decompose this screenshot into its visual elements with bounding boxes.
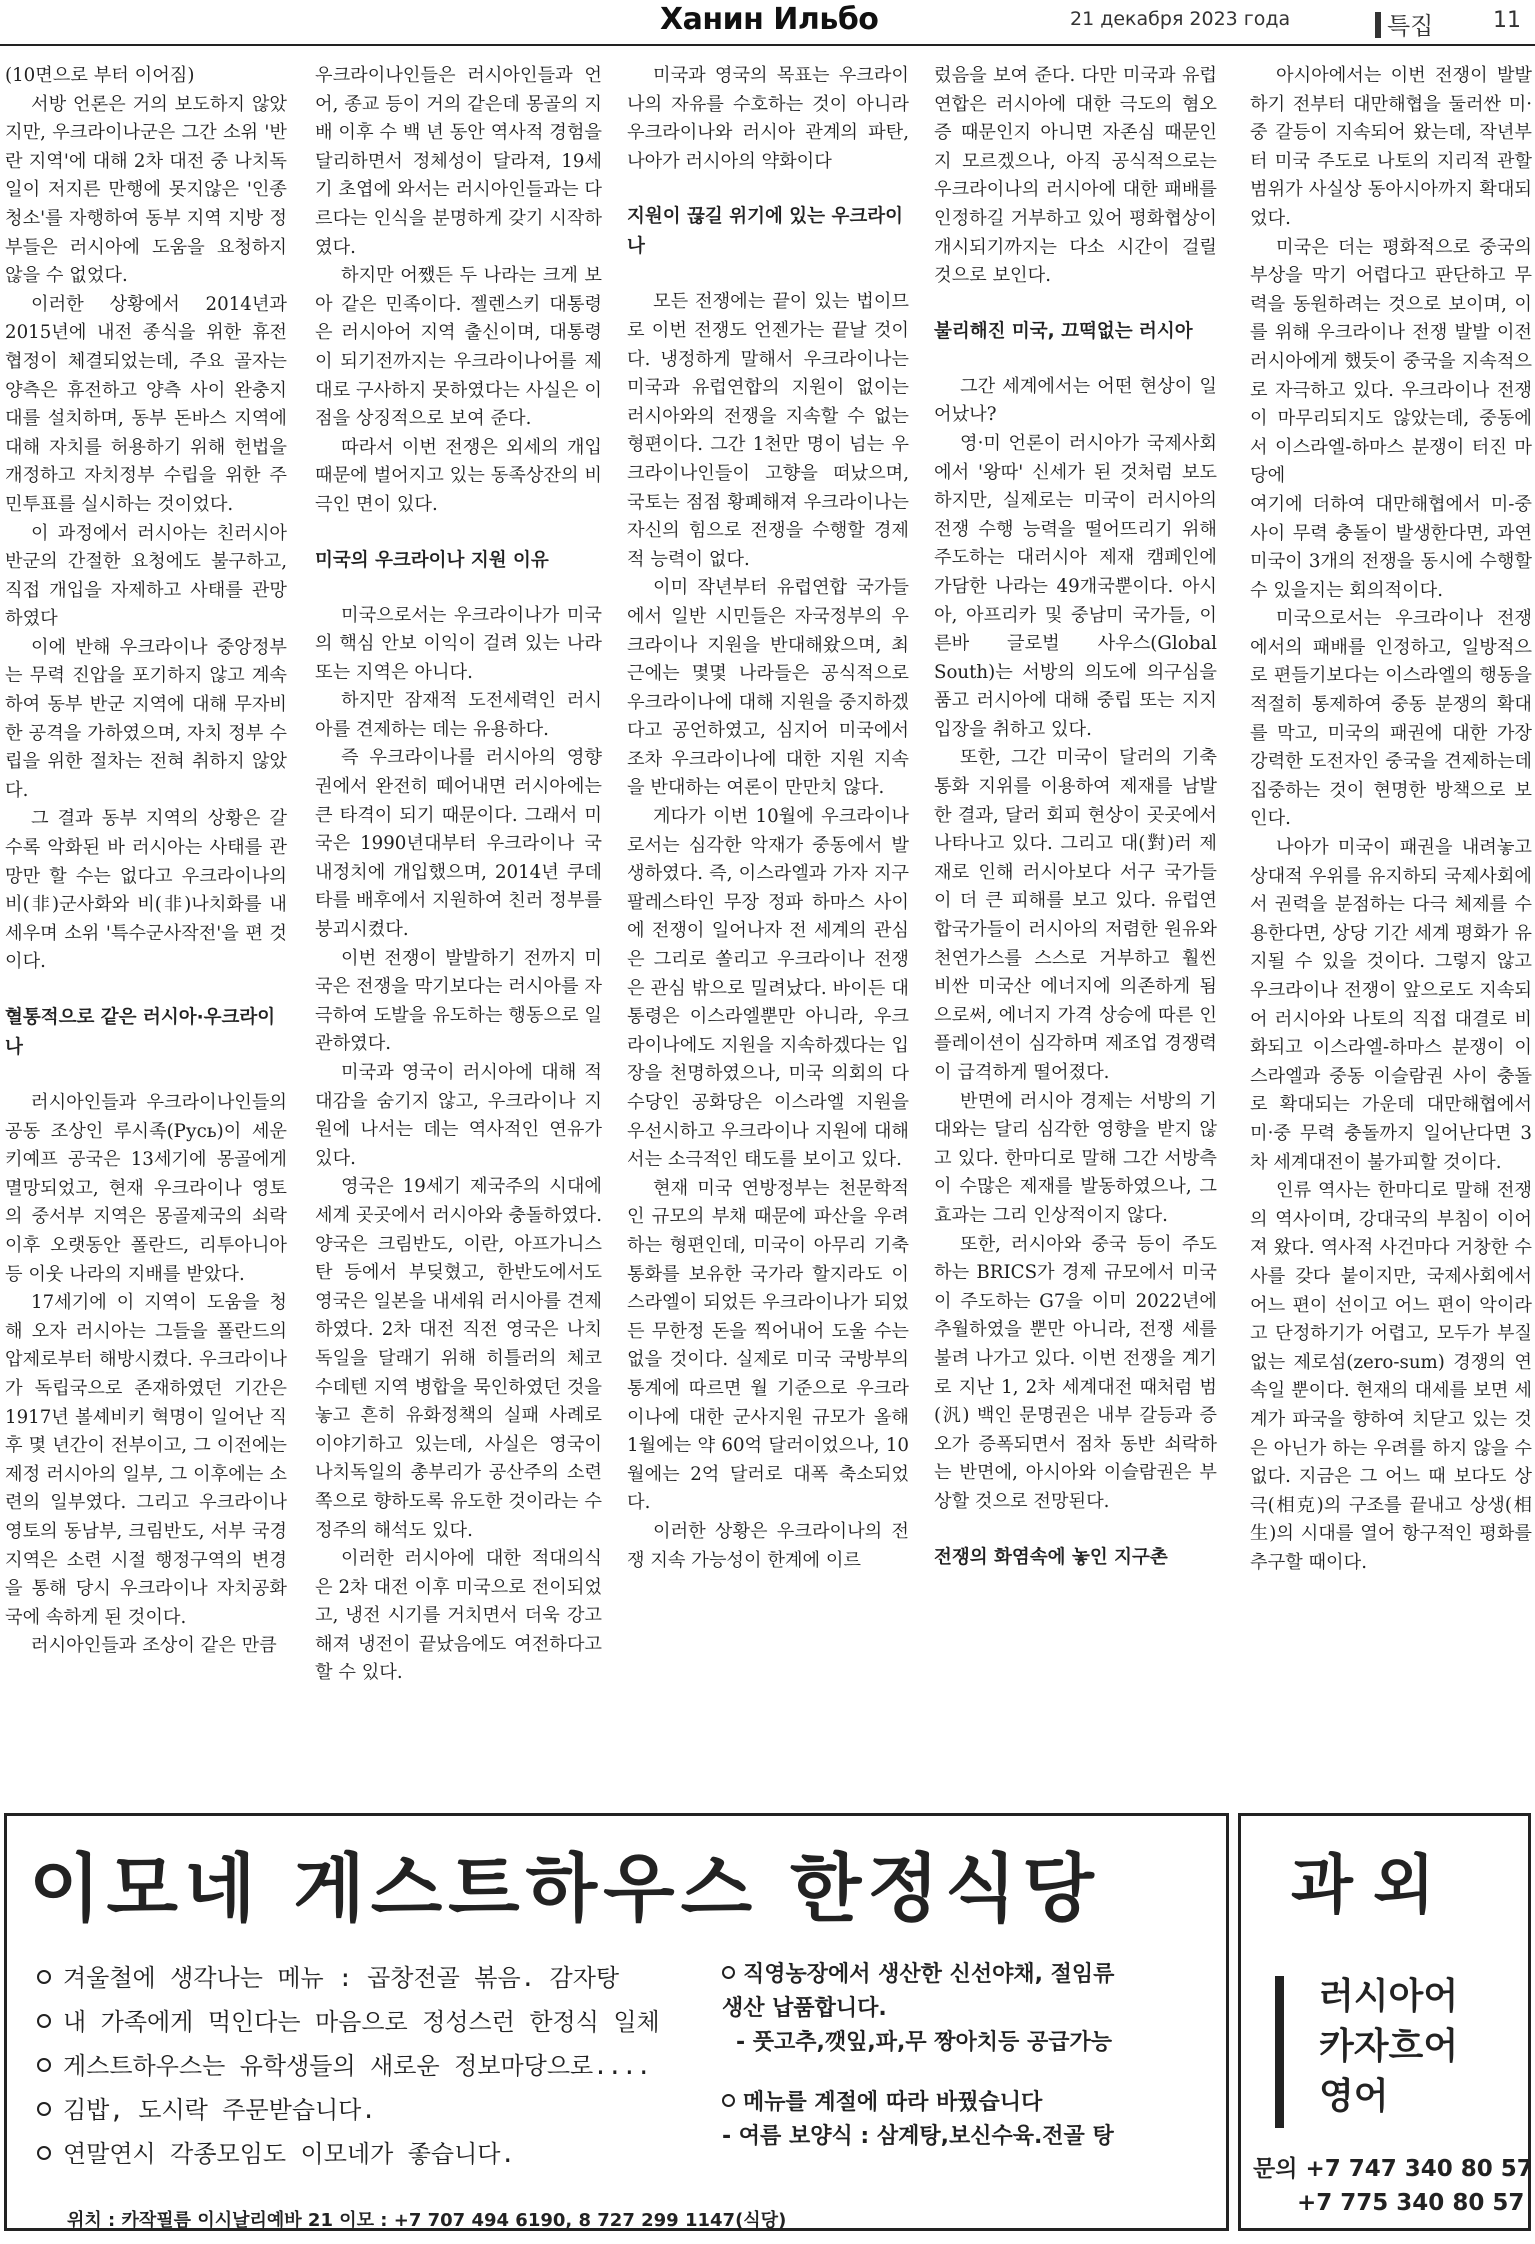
issue-date: 21 декабря 2023 года bbox=[1070, 8, 1291, 30]
ad-title: 이모네 게스트하우스 한정식당 bbox=[29, 1846, 1100, 1932]
paragraph: 러시아인들과 우크라이나인들의 공동 조상인 루시족(Русь)이 세운 키예프 공국은 13세기에 몽골에게 멸망되었고, 현재 우크라이나 영토의 중서부 지역은 몽골제국의 쇠락 이후 오랫동안 폴란드, 리투아니아 등 이웃 나라의 지배를 받았다. bbox=[5, 1092, 287, 1285]
subject-item: 영어 bbox=[1319, 2076, 1389, 2117]
paragraph: 미국으로서는 우크라이나 전쟁에서의 패배를 인정하고, 일방적으로 편들기보다는 이스라엘의 행동을 적절히 통제하여 중동 분쟁의 확대를 막고, 미국의 패권에 대한 가장 강력한 도전자인 중국을 견제하는데 집중하는 것이 현명한 방책으로 보인다. bbox=[1250, 608, 1532, 830]
section-bar bbox=[1375, 12, 1381, 38]
circle-bullet-icon bbox=[37, 2102, 51, 2116]
paragraph: 인류 역사는 한마디로 말해 전쟁의 역사이며, 강대국의 부침이 이어져 왔다. 역사적 사건마다 거창한 수사를 갖다 붙이지만, 국제사회에서 어느 편이 선이고 어느 편이 악이라고 단정하기가 어렵고, 모두가 부질없는 제로섬(zero-sum) 경쟁의 연속일 뿐이다. 현재의 대세를 보면 세계가 파국을 향하여 치닫고 있는 것은 아닌가 하는 우려를 하지 않을 수 없다. 지금은 그 어느 때 보다도 상극(相克)의 구조를 끝내고 상생(相生)의 시대를 열어 항구적인 평화를 추구할 때이다. bbox=[1250, 1180, 1532, 1573]
tutoring-contact: 문의 +7 747 340 80 57 +7 775 340 80 57 bbox=[1253, 2156, 1533, 2216]
article-column-5 bbox=[1250, 62, 1532, 1577]
paragraph: 이러한 상황에서 2014년과 2015년에 내전 종식을 위한 휴전 협정이 체결되었는데, 주요 골자는 양측은 휴전하고 양측 사이 완충지대를 설치하며, 동부 돈바스 지역에 대해 자치를 허용하기 위해 헌법을 개정하고 자치정부 수립을 위한 주민투표를 실시하는 것이었다. bbox=[5, 293, 287, 515]
subheading: 지원이 끊길 위기에 있는 우크라이나 bbox=[627, 206, 903, 258]
paragraph: 렀음을 보여 준다. 다만 미국과 유럽연합은 러시아에 대한 극도의 혐오증 때문인지 아니면 자존심 때문인지 모르겠으나, 아직 공식적으로는 우크라이나의 러시아에 대한 패배를 인정하길 거부하고 있어 평화협상이 개시되기까지는 다소 시간이 걸릴 것으로 보인다. bbox=[934, 65, 1217, 287]
article-column-3 bbox=[627, 62, 909, 1575]
paragraph: 아시아에서는 이번 전쟁이 발발하기 전부터 대만해협을 둘러싼 미·중 갈등이 지속되어 왔는데, 작년부터 미국 주도로 나토의 지리적 관할 범위가 사실상 동아시아까지 확대되었다. bbox=[1250, 65, 1532, 229]
circle-bullet-icon bbox=[37, 2146, 51, 2160]
subject-item: 카자흐어 bbox=[1319, 2026, 1459, 2067]
article-column-2 bbox=[315, 62, 602, 1688]
article-column-1 bbox=[5, 62, 287, 1661]
ad-list-item: 연말연시 각종모임도 이모네가 좋습니다. bbox=[37, 2132, 707, 2176]
paragraph: 영국은 19세기 제국주의 시대에 세계 곳곳에서 러시아와 충돌하였다. 양국은 크림반도, 이란, 아프가니스탄 등에서 부딪혔고, 한반도에서도 영국은 일본을 내세워 러시아를 견제하였다. 2차 대전 직전 영국은 나치독일을 달래기 위해 히틀러의 체코 수데텐 지역 병합을 묵인하였던 것을 놓고 흔히 유화정책의 실패 사례로 이야기하고 있는데, 사실은 영국이 나치독일의 총부리가 공산주의 소련 쪽으로 향하도록 유도한 것이라는 수정주의 해석도 있다. bbox=[315, 1176, 602, 1541]
subheading: 전쟁의 화염속에 놓인 지구촌 bbox=[934, 1546, 1168, 1568]
section-label bbox=[1375, 6, 1433, 41]
ad-list-item: 게스트하우스는 유학생들의 새로운 정보마당으로.... bbox=[37, 2044, 707, 2088]
paragraph: 미국으로서는 우크라이나가 미국의 핵심 안보 이익이 걸려 있는 나라 또는 지역은 아니다. bbox=[315, 604, 602, 683]
paragraph: 미국과 영국이 러시아에 대해 적대감을 숨기지 않고, 우크라이나 지원에 나서는 데는 역사적인 연유가 있다. bbox=[315, 1062, 602, 1169]
article-column-4 bbox=[934, 62, 1217, 1599]
ad-footer-contact: 위치 : 카작필름 이시날리예바 21 이모 : +7 707 494 6190, 8 727 299 1147(식당) bbox=[67, 2210, 787, 2231]
accent-bar bbox=[1275, 1976, 1284, 2128]
section-name: 특집 bbox=[1387, 12, 1434, 40]
ad-left-list bbox=[37, 1956, 707, 2176]
ad-right-group-1: 직영농장에서 생산한 신선야채, 절임류 생산 납품합니다. - 풋고추,깻잎,파,무 짱아치등 공급가능 bbox=[722, 1962, 1115, 2055]
subject-item: 러시아어 bbox=[1319, 1976, 1459, 2017]
paragraph: 하지만 어쨌든 두 나라는 크게 보아 같은 민족이다. 젤렌스키 대통령은 러시아어 지역 출신이며, 대통령이 되기전까지는 우크라이나어를 제대로 구사하지 못하였다는 사실은 이 점을 상징적으로 보여 준다. bbox=[315, 265, 602, 430]
paragraph: 이번 전쟁이 발발하기 전까지 미국은 전쟁을 막기보다는 러시아를 자극하여 도발을 유도하는 행동으로 일관하였다. bbox=[315, 947, 602, 1055]
circle-bullet-icon bbox=[37, 2014, 51, 2028]
ad-list-item: 내 가족에게 먹인다는 마음으로 정성스런 한정식 일체 bbox=[37, 2000, 707, 2044]
paragraph: 반면에 러시아 경제는 서방의 기대와는 달리 심각한 영향을 받지 않고 있다. 한마디로 말해 그간 서방측이 수많은 제재를 발동하였으나, 그 효과는 그리 인상적이지 않다. bbox=[934, 1090, 1217, 1226]
subheading: 혈통적으로 같은 러시아·우크라이나 bbox=[5, 1007, 276, 1058]
paragraph: 그간 세계에서는 어떤 현상이 일어났나? bbox=[934, 375, 1217, 426]
paragraph: 이미 작년부터 유럽연합 국가들에서 일반 시민들은 자국정부의 우크라이나 지원을 반대해왔으며, 최근에는 몇몇 나라들은 공식적으로 우크라이나에 대해 지원을 중지하겠다고 공언하였고, 심지어 미국에서조차 우크라이나에 대한 지원 지속을 반대하는 여론이 만만치 않다. bbox=[627, 577, 909, 799]
paragraph: 또한, 러시아와 중국 등이 주도하는 BRICS가 경제 규모에서 미국이 주도하는 G7을 이미 2022년에 추월하였을 뿐만 아니라, 전쟁 세를 불려 나가고 있다. 이번 전쟁을 계기로 지난 1, 2차 세계대전 때처럼 범(汎) 백인 문명권은 내부 갈등과 증오가 증폭되면서 점차 동반 쇠락하는 반면에, 아시아와 이슬람권은 부상할 것으로 전망된다. bbox=[934, 1233, 1217, 1512]
tutoring-ad bbox=[1238, 1813, 1531, 2231]
ad-right-block bbox=[722, 1958, 1222, 2154]
paragraph: 모든 전쟁에는 끝이 있는 법이므로 이번 전쟁도 언젠가는 끝날 것이다. 냉정하게 말해서 우크라이나는 미국과 유럽연합의 지원이 없이는 러시아와의 전쟁을 지속할 수 없는 형편이다. 그간 1천만 명이 넘는 우크라이나인들이 고향을 떠났으며, 국토는 점점 황폐해져 우크라이나는 자신의 힘으로 전쟁을 수행할 경제적 능력이 없다. bbox=[627, 291, 909, 570]
ad-list-item: 김밥, 도시락 주문받습니다. bbox=[37, 2088, 707, 2132]
paragraph: 미국은 더는 평화적으로 중국의 부상을 막기 어렵다고 판단하고 무력을 동원하려는 것으로 보이며, 이를 위해 우크라이나 전쟁 발발 이전 러시아에게 했듯이 중국을 지속적으로 자극하고 있다. 우크라이나 전쟁이 마무리되지도 않았는데, 중동에서 이스라엘-하마스 분쟁이 터진 마당에 bbox=[1250, 236, 1532, 487]
paragraph: 러시아인들과 조상이 같은 만큼 bbox=[31, 1635, 277, 1657]
ad-right-group-2: 메뉴를 계절에 따라 바꿨습니다 - 여름 보양식 : 삼계탕,보신수육.전골 탕 bbox=[722, 2090, 1114, 2149]
subheading: 미국의 우크라이나 지원 이유 bbox=[315, 549, 549, 571]
paragraph: 17세기에 이 지역이 도움을 청해 오자 러시아는 그들을 폴란드의 압제로부터 해방시켰다. 우크라이나가 독립국으로 존재하였던 기간은 1917년 볼셰비키 혁명이 일어난 직후 몇 년간이 전부이고, 그 이전에는 제정 러시아의 일부, 그 이후에는 소련의 일부였다. 그리고 우크라이나 영토의 동남부, 크림반도, 서부 국경 지역은 소련 시절 행정구역의 변경을 통해 당시 우크라이나 자치공화국에 속하게 된 것이다. bbox=[5, 1292, 287, 1628]
paragraph: 따라서 이번 전쟁은 외세의 개입 때문에 벌어지고 있는 동족상잔의 비극인 면이 있다. bbox=[315, 436, 602, 515]
paragraph: 이 과정에서 러시아는 친러시아 반군의 간절한 요청에도 불구하고, 직접 개입을 자제하고 사태를 관망하였다 bbox=[5, 522, 287, 630]
ad-list-item: 겨울철에 생각나는 메뉴 : 곱창전골 볶음. 감자탕 bbox=[37, 1956, 707, 2000]
restaurant-ad bbox=[4, 1813, 1229, 2231]
paragraph: 이러한 러시아에 대한 적대의식은 2차 대전 이후 미국으로 전이되었고, 냉전 시기를 거치면서 더욱 강고해져 냉전이 끝났음에도 여전하다고 할 수 있다. bbox=[315, 1548, 602, 1684]
paragraph: 서방 언론은 거의 보도하지 않았지만, 우크라이나군은 그간 소위 '반란 지역'에 대해 2차 대전 중 나치독일이 저지른 만행에 못지않은 '인종청소'를 자행하여 동부 지역 지방 정부들은 러시아에 도움을 요청하지 않을 수 없었다. bbox=[5, 93, 287, 287]
continued-note: (10면으로 부터 이어짐) bbox=[5, 65, 195, 86]
paragraph: 현재 미국 연방정부는 천문학적인 규모의 부채 때문에 파산을 우려하는 형편인데, 미국이 아무리 기축통화를 보유한 국가라 할지라도 이스라엘이 되었든 우크라이나가 되었든 무한정 돈을 찍어내어 도울 수는 없을 것이다. 실제로 미국 국방부의 통계에 따르면 월 기준으로 우크라이나에 대한 군사지원 규모가 올해 1월에는 약 60억 달러이었으나, 10월에는 2억 달러로 대폭 축소되었다. bbox=[627, 1177, 909, 1514]
paragraph: 이러한 상황은 우크라이나의 전쟁 지속 가능성이 한계에 이르 bbox=[627, 1520, 909, 1571]
paragraph: 나아가 미국이 패권을 내려놓고 상대적 우위를 유지하되 국제사회에서 권력을 분점하는 다극 체제를 수용한다면, 상당 기간 세계 평화가 유지될 수 있을 것이다. 그렇지 않고 우크라이나 전쟁이 앞으로도 지속되어 러시아와 나토의 직접 대결로 비화되고 이스라엘-하마스 분쟁이 이스라엘과 중동 이슬람권 사이 충돌로 확대되는 가운데 대만해협에서 미·중 무력 충돌까지 일어난다면 3차 세계대전이 불가피할 것이다. bbox=[1250, 837, 1532, 1173]
paragraph: 게다가 이번 10월에 우크라이나로서는 심각한 악재가 중동에서 발생하였다. 즉, 이스라엘과 가자 지구 팔레스타인 무장 정파 하마스 사이에 전쟁이 일어나자 전 세계의 관심은 그리로 쏠리고 우크라이나 전쟁은 관심 밖으로 밀려났다. 바이든 대통령은 이스라엘뿐만 아니라, 우크라이나에도 지원을 지속하겠다는 입장을 천명하였으나, 미국 의회의 다수당인 공화당은 이스라엘 지원을 우선시하고 우크라이나 지원에 대해서는 소극적인 태도를 보이고 있다. bbox=[627, 806, 909, 1171]
circle-bullet-icon bbox=[37, 2058, 51, 2072]
circle-bullet-icon bbox=[722, 2094, 735, 2107]
masthead: Ханин Ильбо bbox=[660, 2, 879, 37]
paragraph: 즉 우크라이나를 러시아의 영향권에서 완전히 떼어내면 러시아에는 큰 타격이 되기 때문이다. 그래서 미국은 1990년대부터 우크라이나 국내정치에 개입했으며, 2014년 쿠데타를 배후에서 지원하여 친러 정부를 붕괴시켰다. bbox=[315, 747, 602, 941]
page-number: 11 bbox=[1493, 8, 1521, 33]
header-rule bbox=[0, 44, 1535, 46]
page-header bbox=[0, 0, 1535, 52]
paragraph: 또한, 그간 미국이 달러의 기축통화 지위를 이용하여 제재를 남발한 결과, 달러 회피 현상이 곳곳에서 나타나고 있다. 그리고 대(對)러 제재로 인해 러시아보다 서구 국가들이 더 큰 피해를 보고 있다. 유럽연합국가들이 러시아의 저렴한 원유와 천연가스를 스스로 거부하고 훨씬 비싼 미국산 에너지에 의존하게 됨으로써, 에너지 가격 상승에 따른 인플레이션이 심각하며 제조업 경쟁력이 급격하게 떨어졌다. bbox=[934, 747, 1217, 1083]
paragraph: 여기에 더하여 대만해협에서 미-중 사이 무력 충돌이 발생한다면, 과연 미국이 3개의 전쟁을 동시에 수행할 수 있을지는 회의적이다. bbox=[1250, 493, 1532, 601]
subheading: 불리해진 미국, 끄떡없는 러시아 bbox=[934, 320, 1193, 342]
circle-bullet-icon bbox=[37, 1970, 51, 1984]
subject-list bbox=[1319, 1972, 1458, 2122]
paragraph: 이에 반해 우크라이나 중앙정부는 무력 진압을 포기하지 않고 계속하여 동부 반군 지역에 대해 무자비한 공격을 가하였으며, 자치 정부 수립을 위한 절차는 전혀 취하지 않았다. bbox=[5, 636, 287, 801]
tutoring-title: 과외 bbox=[1291, 1849, 1455, 1923]
paragraph: 미국과 영국의 목표는 우크라이나의 자유를 수호하는 것이 아니라 우크라이나와 러시아 관계의 파탄, 나아가 러시아의 약화이다 bbox=[627, 65, 909, 172]
paragraph: 하지만 잠재적 도전세력인 러시아를 견제하는 데는 유용하다. bbox=[315, 690, 602, 740]
circle-bullet-icon bbox=[722, 1966, 735, 1979]
paragraph: 그 결과 동부 지역의 상황은 갈수록 악화된 바 러시아는 사태를 관망만 할 수는 없다고 우크라이나의 비(非)군사화와 비(非)나치화를 내세우며 소위 '특수군사작전'을 편 것이다. bbox=[5, 808, 287, 973]
paragraph: 우크라이나인들은 러시아인들과 언어, 종교 등이 거의 같은데 몽골의 지배 이후 수 백 년 동안 역사적 경험을 달리하면서 정체성이 달라져, 19세기 초엽에 와서는 러시아인들과는 다르다는 인식을 분명하게 갖기 시작하였다. bbox=[315, 65, 602, 258]
paragraph: 영·미 언론이 러시아가 국제사회에서 '왕따' 신세가 된 것처럼 보도하지만, 실제로는 미국이 러시아의 전쟁 수행 능력을 떨어뜨리기 위해 주도하는 대러시아 제재 캠페인에 가담한 나라는 49개국뿐이다. 아시아, 아프리카 및 중남미 국가들, 이른바 글로벌 사우스(Global South)는 서방의 의도에 의구심을 품고 러시아에 대해 중립 또는 지지 입장을 취하고 있다. bbox=[934, 432, 1217, 740]
